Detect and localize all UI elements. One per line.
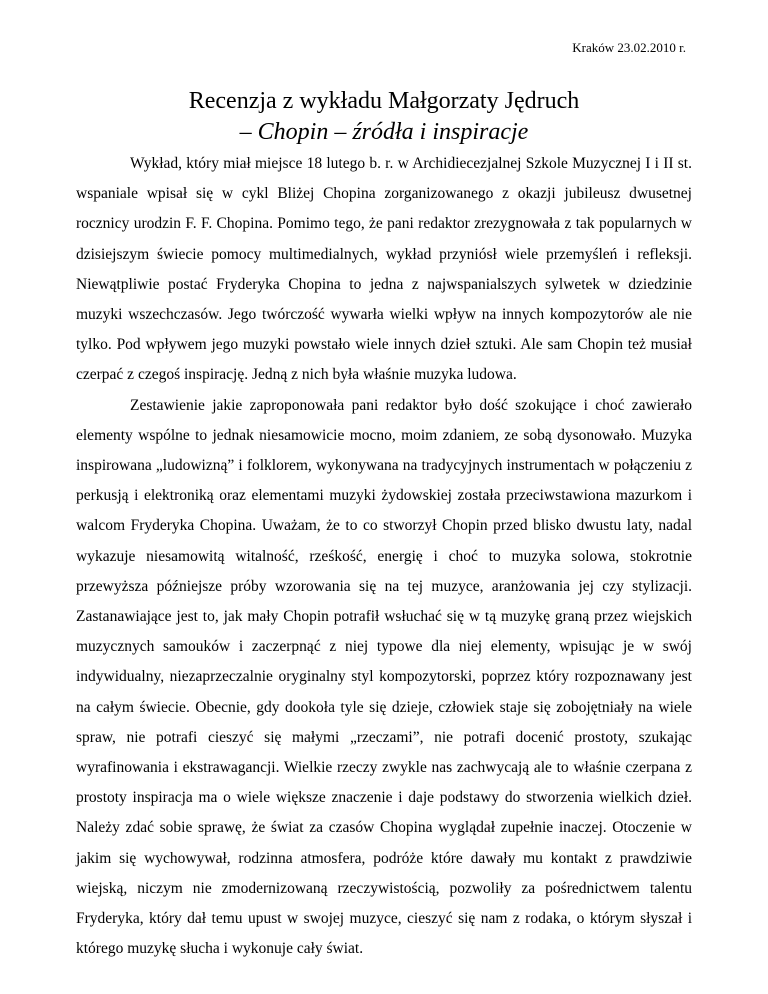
- paragraph: Zestawienie jakie zaproponowała pani redaktor było dość szokujące i choć zawierało elementy wspólne to jednak niesamowicie mocno, moim zdaniem, ze sobą dysonowało. Muzyka inspirowana „ludowizną” i folklorem, wykonywana na tradycyjnych instrumentach w połączeniu z perkusją i elektroniką oraz elementami muzyki żydowskiej została przeciwstawiona mazurkom i walcom Fryderyka Chopina. Uważam, że to co stworzył Chopin przed blisko dwustu laty, nadal wykazuje niesamowitą witalność, rześkość, energię i choć to muzyka solowa, stokrotnie przewyższa późniejsze próby wzorowania się na tej muzyce, aranżowania jej czy stylizacji. Zastanawiające jest to, jak mały Chopin potrafił wsłuchać się w tą muzykę graną przez wiejskich muzycznych samouków i zaczerpnąć z niej typowe dla niej elementy, wpisując je w swój indywidualny, niezaprzeczalnie oryginalny styl kompozytorski, poprzez który rozpoznawany jest na całym świecie. Obecnie, gdy dookoła tyle się dzieje, człowiek staje się zobojętniały na wiele spraw, nie potrafi cieszyć się małymi „rzeczami”, nie potrafi docenić prostoty, szukając wyrafinowania i ekstrawagancji. Wielkie rzeczy zwykle nas zachwycają ale to właśnie czerpana z prostoty inspiracja ma o wiele większe znaczenie i daje podstawy do stworzenia wielkich dzieł. Należy zdać sobie sprawę, że świat za czasów Chopina wyglądał zupełnie inaczej. Otoczenie w jakim się wychowywał, rodzinna atmosfera, podróże które dawały mu kontakt z prawdziwie wiejską, niczym nie zmodernizowaną rzeczywistością, pozwoliły za pośrednictwem talentu Fryderyka, który dał temu upust w swojej muzyce, cieszyć się nam z rodaka, o którym słyszał i którego muzykę słucha i wykonuje cały świat.: [76, 396, 692, 958]
- title-line-main: Recenzja z wykładu Małgorzaty Jędruch: [188, 88, 580, 114]
- document-date: Kraków 23.02.2010 r.: [572, 40, 686, 55]
- paragraph: Wykład, który miał miejsce 18 lutego b. r. w Archidiecezjalnej Szkole Muzycznej I i II st. wspaniale wpisał się w cykl Bliżej Chopina zorganizowanego z okazji jubileusz dwusetnej rocznicy urodzin F. F. Chopina. Pomimo tego, że pani redaktor zrezygnowała z tak popularnych w dzisiejszym świecie pomocy multimedialnych, wykład przyniósł wiele przemyśleń i refleksji. Niewątpliwie postać Fryderyka Chopina to jedna z najwspanialszych sylwetek w dziedzinie muzyki wszechczasów. Jego twórczość wywarła wielki wpływ na innych kompozytorów ale nie tylko. Pod wpływem jego muzyki powstało wiele innych dzieł sztuki. Ale sam Chopin też musiał czerpać z czegoś inspirację. Jedną z nich była właśnie muzyka ludowa.: [76, 155, 692, 384]
- review-body: [76, 149, 692, 964]
- document-title: [0, 86, 768, 148]
- title-line-subtitle: – Chopin – źródła i inspiracje: [239, 119, 529, 145]
